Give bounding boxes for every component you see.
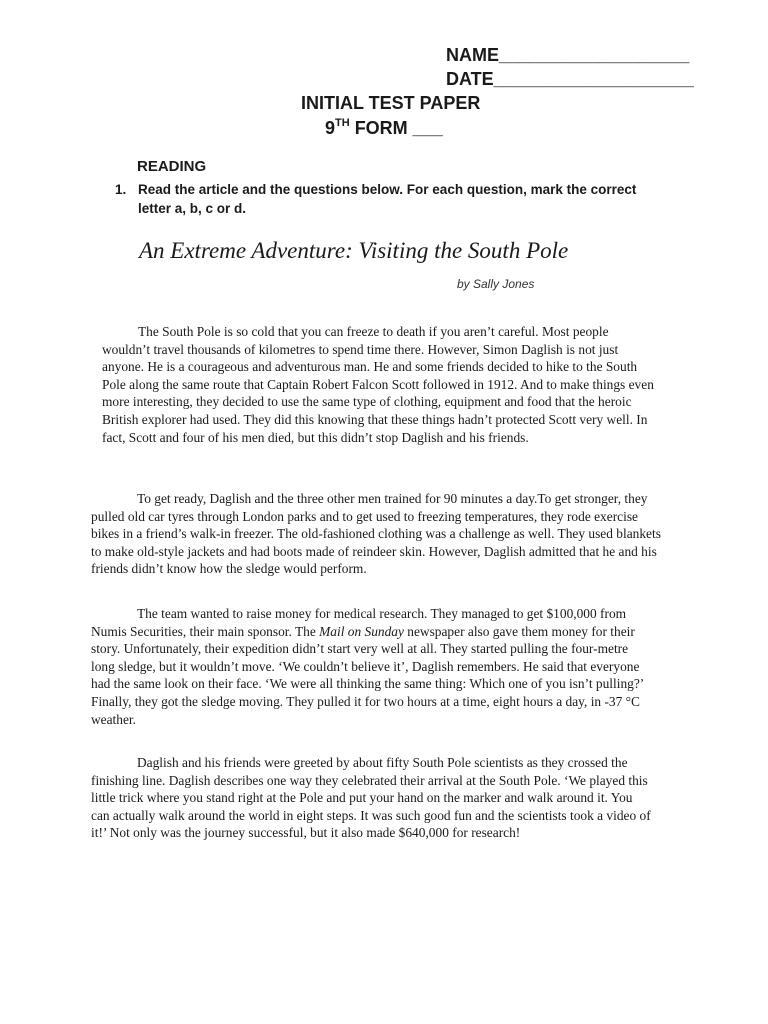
article-paragraph-2: To get ready, Daglish and the three other men trained for 90 minutes a day.To get stronger, they pulled old car tyres through London parks and to get used to freezing temperatures, they rode exercise bikes in a friend’s walk-in freezer. The old-fashioned clothing was a challenge as well. They used blankets to make old-style jackets and had boots made of reindeer skin. However, Daglish admitted that he and his friends didn’t know how the sledge would perform. [91, 491, 661, 577]
instruction-number: 1. [115, 182, 127, 197]
newspaper-name: Mail on Sunday [319, 623, 404, 639]
article-paragraph-3 [91, 605, 651, 728]
paragraph-3-text-end: newspaper also gave them money for their story. Unfortunately, their expedition didn’t start very well at all. They started pulling the four-metre long sledge, but it wouldn’t move. ‘We couldn’t believe it’, Daglish remembers. He said that everyone had the same look on their face. ‘We were all thinking the same thing: Which one of you isn’t pulling?’ Finally, they got the sledge moving. They pulled it for two hours at a time, eight hours a day, in -37 °C weather. [91, 623, 644, 727]
page-title: INITIAL TEST PAPER [301, 93, 481, 113]
form-ordinal-suffix: TH [335, 117, 350, 129]
article-title: An Extreme Adventure: Visiting the South Pole [139, 238, 569, 263]
form-line [325, 117, 443, 139]
article-paragraph-1: The South Pole is so cold that you can freeze to death if you aren’t careful. Most people wouldn’t travel thousands of kilometres to spend time there. However, Simon Daglish is not just anyone. He is a courageous and adventurous man. He and some friends decided to hike to the South Pole along the same route that Captain Robert Falcon Scott followed in 1912. And to make things even more interesting, they decided to use the same type of clothing, equipment and food that the heroic British explorer had used. They did this knowing that these things hadn’t protected Scott very well. In fact, Scott and four of his men died, but this didn’t stop Daglish and his friends. [102, 324, 654, 445]
article-paragraph-4: Daglish and his friends were greeted by about fifty South Pole scientists as they crossed the finishing line. Daglish describes one way they celebrated their arrival at the South Pole. ‘We played this little trick where you stand right at the Pole and put your hand on the marker and walk around it. You can actually walk around the world in eight steps. It was such good fun and the scientists took a video of it!’ Not only was the journey successful, but it also made $640,000 for research! [91, 755, 651, 841]
instruction [115, 180, 655, 218]
instruction-text: Read the article and the questions below. For each question, mark the correct letter a, b, c or d. [138, 182, 637, 216]
form-number: 9 [325, 118, 336, 138]
name-field: NAME___________________ [446, 45, 690, 65]
article-byline: by Sally Jones [457, 277, 535, 291]
paragraph-3-text-start: The team wanted to raise money for medical research. They managed to get $100,000 from Numis Securities, their main sponsor. The [91, 606, 627, 639]
section-heading: READING [137, 158, 207, 175]
form-blank: FORM ___ [349, 118, 443, 138]
date-field: DATE____________________ [446, 69, 694, 89]
